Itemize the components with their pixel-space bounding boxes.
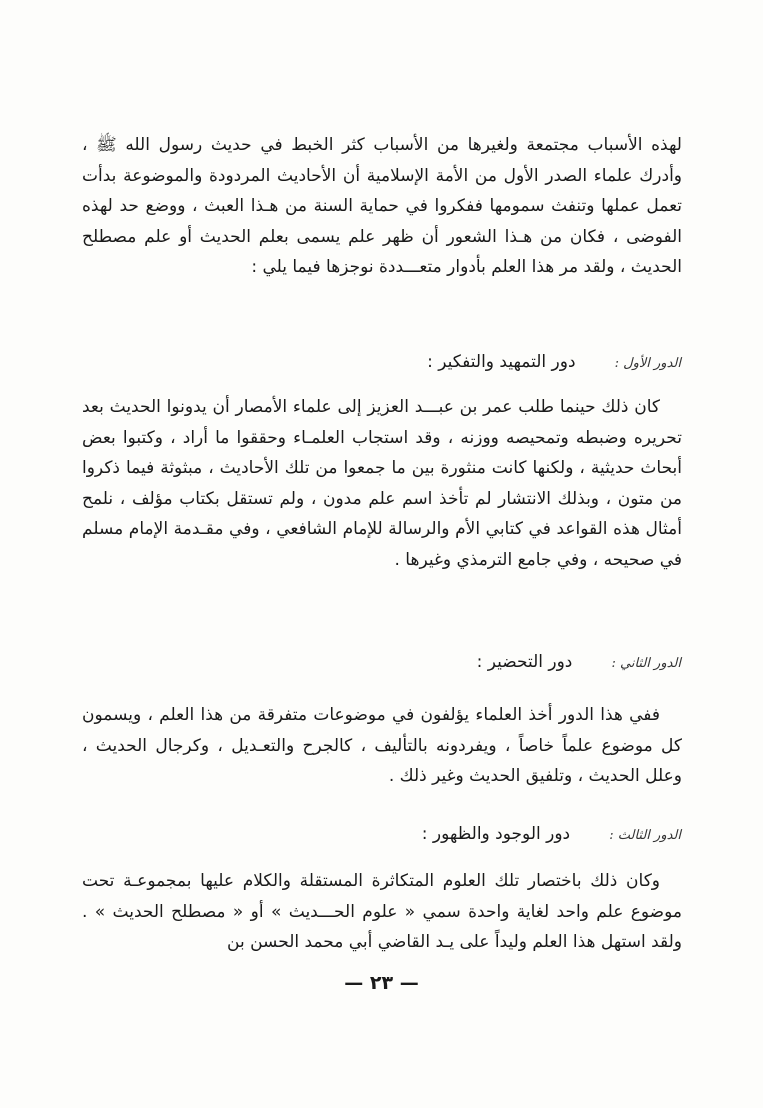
section-title-3: دور الوجود والظهور :	[421, 824, 571, 844]
section-heading-2	[477, 652, 681, 672]
section-paragraph-3	[82, 866, 682, 958]
section-title-2: دور التحضير :	[476, 652, 573, 672]
page-number: — ٢٣ —	[344, 972, 419, 994]
section-paragraph-2	[82, 700, 682, 792]
section-heading-3	[422, 824, 681, 844]
section-label-1: الدور الأول :	[614, 356, 681, 371]
section-heading-1	[427, 352, 681, 372]
section-title-1: دور التمهيد والتفكير :	[427, 352, 576, 372]
section-label-3: الدور الثالث :	[609, 828, 681, 843]
intro-text: لهذه الأسباب مجتمعة ولغيرها من الأسباب كثر الخبط في حديث رسول الله ﷺ ، وأدرك علماء الصدر الأول من الأمة الإسلامية أن الأحاديث المردودة والموضوعة بدأت تعمل عملها وتنفث سمومها ففكروا في حماية السنة من هـذا العبث ، ووضع حد لهذه الفوضى ، فكان من هـذا الشعور أن ظهر علم يسمى بعلم الحديث أو علم مصطلح الحديث ، ولقد مر هذا العلم بأدوار متعـــددة نوجزها فيما يلي :	[82, 135, 682, 277]
section-paragraph-1	[82, 392, 682, 575]
section-text-3: وكان ذلك باختصار تلك العلوم المتكاثرة المستقلة والكلام عليها بمجموعـة تحت موضوع علم واحد لغاية واحدة سمي « علوم الحـــديث » أو « مصطلح الحديث » . ولقد استهل هذا العلم وليداً على يـد القاضي أبي محمد الحسن بن	[82, 871, 682, 952]
intro-paragraph	[82, 130, 682, 283]
section-text-2: ففي هذا الدور أخذ العلماء يؤلفون في موضوعات متفرقة من هذا العلم ، ويسمون كل موضوع علماً خاصاً ، ويفردونه بالتأليف ، كالجرح والتعـديل ، وكرجال الحديث ، وعلل الحديث ، وتلفيق الحديث وغير ذلك .	[82, 705, 682, 786]
section-label-2: الدور الثاني :	[611, 656, 681, 671]
section-text-1: كان ذلك حينما طلب عمر بن عبـــد العزيز إلى علماء الأمصار أن يدونوا الحديث بعد تحريره وضبطه وتمحيصه ووزنه ، وقد استجاب العلمـاء وحققوا ما أراد ، وكتبوا بعض أبحاث حديثية ، ولكنها كانت منثورة بين ما جمعوا من تلك الأحاديث ، مبثوثة فيما ذكروا من متون ، وبذلك الانتشار لم تأخذ اسم علم مدون ، ولم تستقل بكتاب مؤلف ، نلمح أمثال هذه القواعد في كتابي الأم والرسالة للإمام الشافعي ، وفي مقـدمة الإمام مسلم في صحيحه ، وفي جامع الترمذي وغيرها .	[82, 397, 682, 570]
